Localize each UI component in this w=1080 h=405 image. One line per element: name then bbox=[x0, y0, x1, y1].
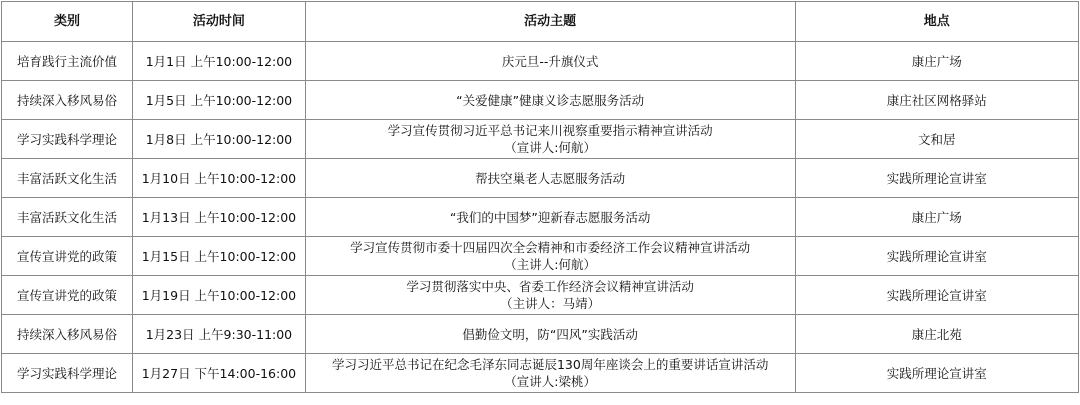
category-cell: 丰富活跃文化生活 bbox=[2, 159, 133, 198]
category-cell: 丰富活跃文化生活 bbox=[2, 198, 133, 237]
place-cell: 康庄广场 bbox=[795, 42, 1079, 81]
table-row bbox=[2, 42, 1079, 81]
place-cell: 康庄广场 bbox=[795, 198, 1079, 237]
table-row bbox=[2, 237, 1079, 276]
theme-cell bbox=[305, 237, 795, 276]
place-cell: 实践所理论宣讲室 bbox=[795, 237, 1079, 276]
table-row bbox=[2, 81, 1079, 120]
time-cell: 1月13日 上午10:00-12:00 bbox=[133, 198, 306, 237]
theme-title: 帮扶空巢老人志愿服务活动 bbox=[475, 170, 626, 186]
table-body bbox=[2, 42, 1079, 393]
table-row bbox=[2, 120, 1079, 159]
header-place: 地点 bbox=[795, 2, 1079, 42]
place-cell: 实践所理论宣讲室 bbox=[795, 276, 1079, 315]
theme-title: “关爱健康”健康义诊志愿服务活动 bbox=[456, 92, 645, 108]
theme-cell bbox=[305, 198, 795, 237]
header-category: 类别 bbox=[2, 2, 133, 42]
category-cell: 学习实践科学理论 bbox=[2, 120, 133, 159]
theme-cell bbox=[305, 315, 795, 354]
theme-title: 学习宣传贯彻习近平总书记来川视察重要指示精神宣讲活动 bbox=[387, 123, 713, 138]
theme-title: 学习贯彻落实中央、省委工作经济会议精神宣讲活动 bbox=[406, 279, 694, 294]
theme-title: “我们的中国梦”迎新春志愿服务活动 bbox=[449, 209, 651, 225]
theme-cell bbox=[305, 159, 795, 198]
category-cell: 培育践行主流价值 bbox=[2, 42, 133, 81]
table-row bbox=[2, 276, 1079, 315]
category-cell: 持续深入移风易俗 bbox=[2, 315, 133, 354]
theme-cell bbox=[305, 354, 795, 393]
theme-speaker: （主讲人:何航） bbox=[504, 257, 596, 272]
theme-title: 学习宣传贯彻市委十四届四次全会精神和市委经济工作会议精神宣讲活动 bbox=[350, 240, 751, 255]
time-cell: 1月23日 上午9:30-11:00 bbox=[133, 315, 306, 354]
theme-cell bbox=[305, 276, 795, 315]
place-cell: 实践所理论宣讲室 bbox=[795, 354, 1079, 393]
theme-title: 倡勤俭文明，防“四风”实践活动 bbox=[462, 326, 638, 342]
theme-cell bbox=[305, 81, 795, 120]
category-cell: 持续深入移风易俗 bbox=[2, 81, 133, 120]
table-row bbox=[2, 354, 1079, 393]
time-cell: 1月8日 上午10:00-12:00 bbox=[133, 120, 306, 159]
place-cell: 康庄社区网格驿站 bbox=[795, 81, 1079, 120]
time-cell: 1月15日 上午10:00-12:00 bbox=[133, 237, 306, 276]
theme-cell bbox=[305, 120, 795, 159]
table-row bbox=[2, 198, 1079, 237]
header-time: 活动时间 bbox=[133, 2, 306, 42]
time-cell: 1月1日 上午10:00-12:00 bbox=[133, 42, 306, 81]
place-cell: 文和居 bbox=[795, 120, 1079, 159]
theme-speaker: （主讲人：马靖） bbox=[500, 296, 601, 311]
time-cell: 1月19日 上午10:00-12:00 bbox=[133, 276, 306, 315]
theme-title: 庆元旦--升旗仪式 bbox=[501, 53, 599, 69]
time-cell: 1月27日 下午14:00-16:00 bbox=[133, 354, 306, 393]
theme-cell bbox=[305, 42, 795, 81]
theme-title: 学习习近平总书记在纪念毛泽东同志诞辰130周年座谈会上的重要讲话宣讲活动 bbox=[331, 357, 769, 372]
category-cell: 宣传宣讲党的政策 bbox=[2, 276, 133, 315]
activity-schedule-table bbox=[1, 1, 1079, 393]
header-theme: 活动主题 bbox=[305, 2, 795, 42]
time-cell: 1月5日 上午10:00-12:00 bbox=[133, 81, 306, 120]
header-row bbox=[2, 2, 1079, 42]
table-row bbox=[2, 315, 1079, 354]
category-cell: 学习实践科学理论 bbox=[2, 354, 133, 393]
place-cell: 康庄北苑 bbox=[795, 315, 1079, 354]
time-cell: 1月10日 上午10:00-12:00 bbox=[133, 159, 306, 198]
place-cell: 实践所理论宣讲室 bbox=[795, 159, 1079, 198]
table-row bbox=[2, 159, 1079, 198]
theme-speaker: （宣讲人:何航） bbox=[504, 140, 596, 155]
theme-speaker: （宣讲人:梁桃） bbox=[504, 374, 596, 389]
category-cell: 宣传宣讲党的政策 bbox=[2, 237, 133, 276]
table-header bbox=[2, 2, 1079, 42]
